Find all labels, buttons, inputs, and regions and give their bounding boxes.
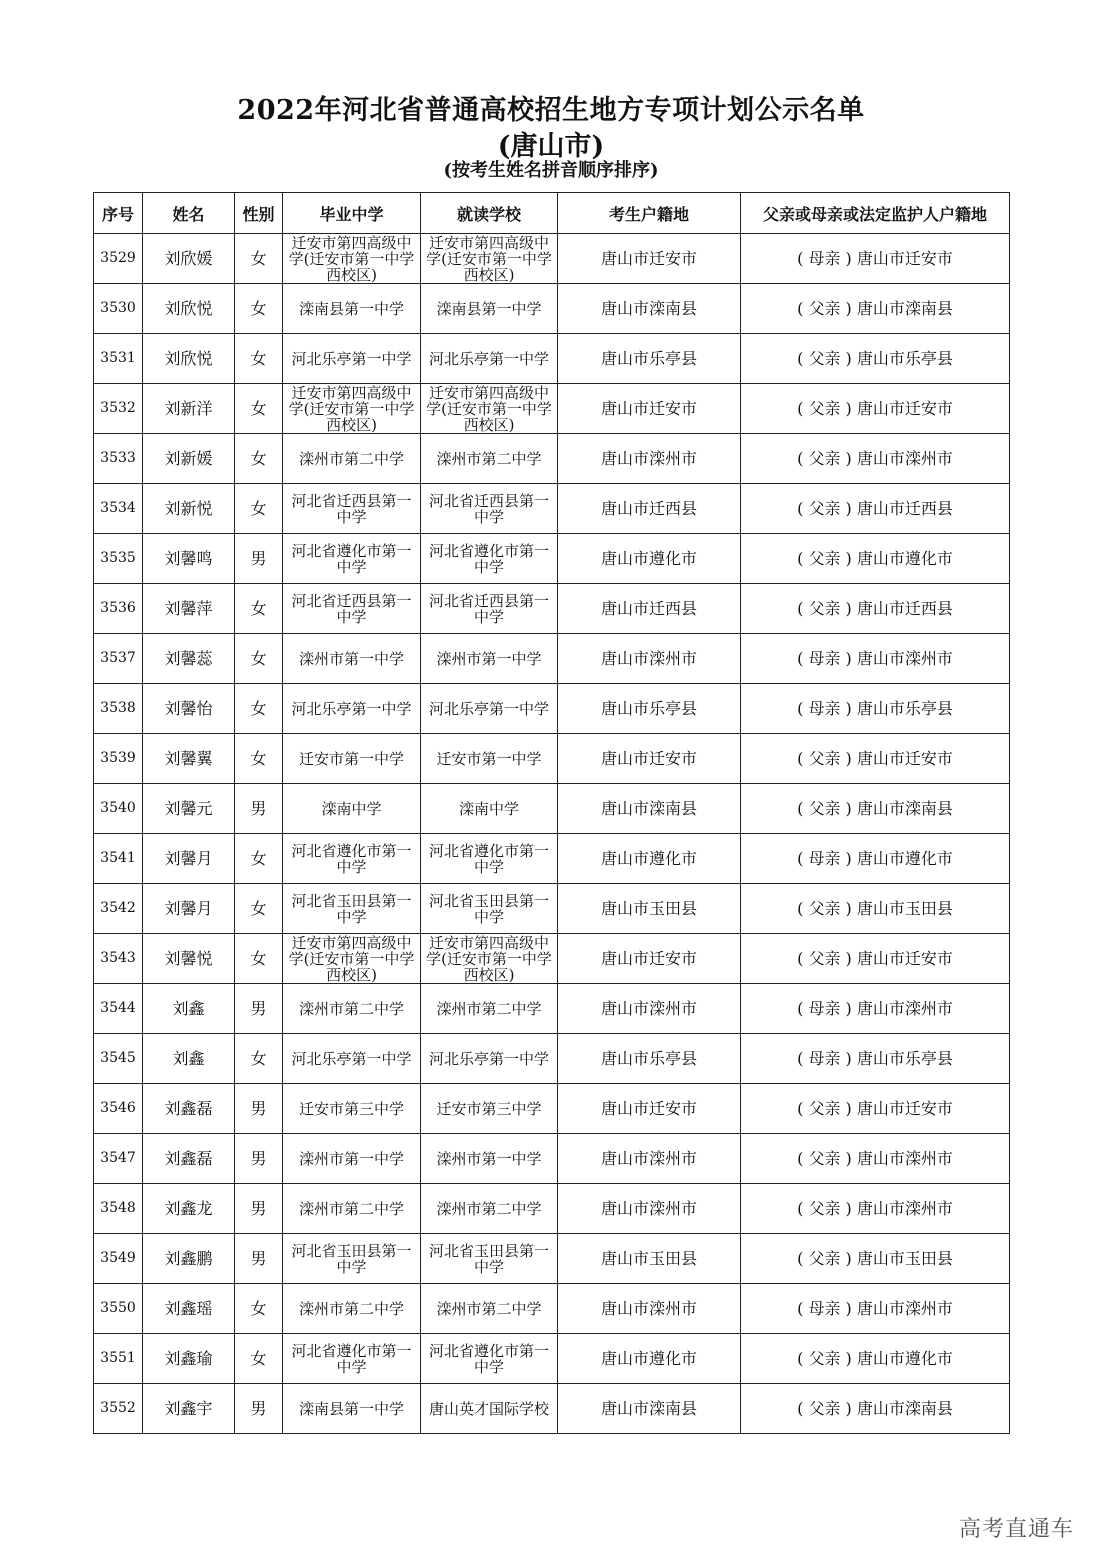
cell-graduation-school: 河北省遵化市第一中学 xyxy=(283,1334,421,1384)
cell-current-school: 河北乐亭第一中学 xyxy=(421,1034,558,1084)
table-header-row xyxy=(94,193,1010,234)
cell-current-school: 迁安市第四高级中学(迁安市第一中学西校区) xyxy=(421,384,558,434)
table-row xyxy=(94,734,1010,784)
cell-guardian-registration: ( 母亲 ) 唐山市滦州市 xyxy=(741,1284,1010,1334)
cell-gender: 女 xyxy=(235,1284,283,1334)
cell-household-registration: 唐山市滦州市 xyxy=(558,1284,741,1334)
cell-gender: 男 xyxy=(235,984,283,1034)
cell-graduation-school: 迁安市第四高级中学(迁安市第一中学西校区) xyxy=(283,234,421,284)
cell-graduation-school: 滦州市第二中学 xyxy=(283,1284,421,1334)
cell-household-registration: 唐山市乐亭县 xyxy=(558,684,741,734)
cell-name: 刘馨萍 xyxy=(143,584,235,634)
cell-graduation-school: 迁安市第一中学 xyxy=(283,734,421,784)
cell-guardian-registration: ( 父亲 ) 唐山市滦南县 xyxy=(741,284,1010,334)
cell-guardian-registration: ( 父亲 ) 唐山市玉田县 xyxy=(741,884,1010,934)
cell-name: 刘馨悦 xyxy=(143,934,235,984)
cell-graduation-school: 滦州市第二中学 xyxy=(283,1184,421,1234)
cell-current-school: 河北省玉田县第一中学 xyxy=(421,1234,558,1284)
cell-guardian-registration: ( 母亲 ) 唐山市滦州市 xyxy=(741,634,1010,684)
cell-graduation-school: 滦州市第二中学 xyxy=(283,434,421,484)
cell-guardian-registration: ( 母亲 ) 唐山市滦州市 xyxy=(741,984,1010,1034)
header-graduation-school: 毕业中学 xyxy=(283,193,421,234)
cell-guardian-registration: ( 父亲 ) 唐山市滦州市 xyxy=(741,434,1010,484)
cell-gender: 女 xyxy=(235,484,283,534)
table-row xyxy=(94,234,1010,284)
cell-current-school: 迁安市第四高级中学(迁安市第一中学西校区) xyxy=(421,934,558,984)
cell-graduation-school: 河北省玉田县第一中学 xyxy=(283,884,421,934)
cell-current-school: 滦南中学 xyxy=(421,784,558,834)
cell-seq: 3544 xyxy=(94,984,143,1034)
cell-household-registration: 唐山市迁安市 xyxy=(558,1084,741,1134)
cell-guardian-registration: ( 父亲 ) 唐山市滦州市 xyxy=(741,1184,1010,1234)
cell-guardian-registration: ( 父亲 ) 唐山市滦南县 xyxy=(741,784,1010,834)
cell-name: 刘馨蕊 xyxy=(143,634,235,684)
table-row xyxy=(94,1184,1010,1234)
cell-graduation-school: 河北乐亭第一中学 xyxy=(283,334,421,384)
cell-household-registration: 唐山市滦南县 xyxy=(558,1384,741,1434)
table-row xyxy=(94,1384,1010,1434)
cell-seq: 3546 xyxy=(94,1084,143,1134)
cell-guardian-registration: ( 父亲 ) 唐山市玉田县 xyxy=(741,1234,1010,1284)
watermark: 高考直通车 xyxy=(958,1517,1074,1542)
cell-guardian-registration: ( 父亲 ) 唐山市乐亭县 xyxy=(741,334,1010,384)
cell-graduation-school: 河北乐亭第一中学 xyxy=(283,1034,421,1084)
cell-name: 刘欣悦 xyxy=(143,284,235,334)
cell-household-registration: 唐山市滦南县 xyxy=(558,784,741,834)
cell-current-school: 滦州市第二中学 xyxy=(421,1284,558,1334)
cell-name: 刘鑫 xyxy=(143,984,235,1034)
document-subtitle-city: (唐山市) xyxy=(497,131,605,162)
table-row xyxy=(94,1084,1010,1134)
cell-household-registration: 唐山市滦州市 xyxy=(558,1184,741,1234)
cell-graduation-school: 滦南县第一中学 xyxy=(283,1384,421,1434)
cell-household-registration: 唐山市滦州市 xyxy=(558,1134,741,1184)
document-title: 2022年河北省普通高校招生地方专项计划公示名单 xyxy=(237,95,865,126)
cell-guardian-registration: ( 母亲 ) 唐山市遵化市 xyxy=(741,834,1010,884)
cell-graduation-school: 迁安市第三中学 xyxy=(283,1084,421,1134)
cell-household-registration: 唐山市滦州市 xyxy=(558,634,741,684)
table-row xyxy=(94,1284,1010,1334)
cell-gender: 男 xyxy=(235,1234,283,1284)
table-row xyxy=(94,334,1010,384)
cell-graduation-school: 河北省遵化市第一中学 xyxy=(283,534,421,584)
cell-household-registration: 唐山市滦南县 xyxy=(558,284,741,334)
cell-name: 刘鑫宇 xyxy=(143,1384,235,1434)
cell-name: 刘馨鸣 xyxy=(143,534,235,584)
cell-guardian-registration: ( 父亲 ) 唐山市迁安市 xyxy=(741,734,1010,784)
cell-seq: 3533 xyxy=(94,434,143,484)
cell-name: 刘欣媛 xyxy=(143,234,235,284)
cell-seq: 3548 xyxy=(94,1184,143,1234)
cell-seq: 3551 xyxy=(94,1334,143,1384)
cell-name: 刘馨元 xyxy=(143,784,235,834)
cell-graduation-school: 河北省遵化市第一中学 xyxy=(283,834,421,884)
header-seq: 序号 xyxy=(94,193,143,234)
table-row xyxy=(94,1234,1010,1284)
cell-seq: 3540 xyxy=(94,784,143,834)
table-row xyxy=(94,784,1010,834)
cell-household-registration: 唐山市遵化市 xyxy=(558,534,741,584)
header-household-registration: 考生户籍地 xyxy=(558,193,741,234)
cell-guardian-registration: ( 父亲 ) 唐山市迁安市 xyxy=(741,384,1010,434)
cell-current-school: 河北省遵化市第一中学 xyxy=(421,834,558,884)
cell-graduation-school: 滦州市第一中学 xyxy=(283,634,421,684)
cell-graduation-school: 滦南县第一中学 xyxy=(283,284,421,334)
cell-graduation-school: 河北省玉田县第一中学 xyxy=(283,1234,421,1284)
cell-current-school: 河北省遵化市第一中学 xyxy=(421,534,558,584)
cell-seq: 3550 xyxy=(94,1284,143,1334)
cell-current-school: 河北省迁西县第一中学 xyxy=(421,584,558,634)
cell-current-school: 唐山英才国际学校 xyxy=(421,1384,558,1434)
header-name: 姓名 xyxy=(143,193,235,234)
cell-gender: 男 xyxy=(235,1134,283,1184)
cell-gender: 女 xyxy=(235,1334,283,1384)
cell-current-school: 迁安市第三中学 xyxy=(421,1084,558,1134)
cell-graduation-school: 迁安市第四高级中学(迁安市第一中学西校区) xyxy=(283,384,421,434)
cell-current-school: 河北乐亭第一中学 xyxy=(421,684,558,734)
cell-current-school: 迁安市第四高级中学(迁安市第一中学西校区) xyxy=(421,234,558,284)
cell-household-registration: 唐山市迁安市 xyxy=(558,384,741,434)
cell-gender: 男 xyxy=(235,1184,283,1234)
cell-name: 刘鑫瑜 xyxy=(143,1334,235,1384)
cell-seq: 3539 xyxy=(94,734,143,784)
cell-name: 刘鑫磊 xyxy=(143,1134,235,1184)
cell-seq: 3536 xyxy=(94,584,143,634)
cell-household-registration: 唐山市迁西县 xyxy=(558,584,741,634)
cell-gender: 男 xyxy=(235,1384,283,1434)
cell-guardian-registration: ( 父亲 ) 唐山市迁安市 xyxy=(741,1084,1010,1134)
cell-gender: 女 xyxy=(235,234,283,284)
cell-household-registration: 唐山市迁安市 xyxy=(558,234,741,284)
cell-gender: 女 xyxy=(235,634,283,684)
table-row xyxy=(94,434,1010,484)
cell-seq: 3541 xyxy=(94,834,143,884)
cell-seq: 3549 xyxy=(94,1234,143,1284)
table-row xyxy=(94,834,1010,884)
cell-current-school: 滦州市第二中学 xyxy=(421,1184,558,1234)
cell-name: 刘馨怡 xyxy=(143,684,235,734)
cell-current-school: 迁安市第一中学 xyxy=(421,734,558,784)
cell-gender: 女 xyxy=(235,1034,283,1084)
header-guardian-registration: 父亲或母亲或法定监护人户籍地 xyxy=(741,193,1010,234)
cell-name: 刘新媛 xyxy=(143,434,235,484)
table-row xyxy=(94,284,1010,334)
cell-seq: 3531 xyxy=(94,334,143,384)
table-row xyxy=(94,884,1010,934)
table-row xyxy=(94,984,1010,1034)
table-row xyxy=(94,384,1010,434)
cell-graduation-school: 河北省迁西县第一中学 xyxy=(283,484,421,534)
cell-graduation-school: 迁安市第四高级中学(迁安市第一中学西校区) xyxy=(283,934,421,984)
cell-name: 刘馨月 xyxy=(143,884,235,934)
cell-household-registration: 唐山市遵化市 xyxy=(558,834,741,884)
cell-seq: 3532 xyxy=(94,384,143,434)
cell-household-registration: 唐山市遵化市 xyxy=(558,1334,741,1384)
cell-current-school: 滦州市第一中学 xyxy=(421,634,558,684)
admission-roster-table xyxy=(93,192,1010,1434)
document-sort-note: (按考生姓名拼音顺序排序) xyxy=(443,160,659,181)
cell-guardian-registration: ( 父亲 ) 唐山市滦州市 xyxy=(741,1134,1010,1184)
cell-current-school: 滦州市第一中学 xyxy=(421,1134,558,1184)
cell-seq: 3530 xyxy=(94,284,143,334)
header-gender: 性别 xyxy=(235,193,283,234)
cell-seq: 3535 xyxy=(94,534,143,584)
table-row xyxy=(94,684,1010,734)
table-row xyxy=(94,1034,1010,1084)
cell-current-school: 河北省玉田县第一中学 xyxy=(421,884,558,934)
cell-guardian-registration: ( 母亲 ) 唐山市乐亭县 xyxy=(741,1034,1010,1084)
cell-seq: 3545 xyxy=(94,1034,143,1084)
cell-household-registration: 唐山市迁安市 xyxy=(558,934,741,984)
cell-seq: 3542 xyxy=(94,884,143,934)
cell-gender: 女 xyxy=(235,334,283,384)
cell-current-school: 滦南县第一中学 xyxy=(421,284,558,334)
cell-name: 刘馨月 xyxy=(143,834,235,884)
table-body xyxy=(94,234,1010,1434)
cell-gender: 女 xyxy=(235,384,283,434)
cell-current-school: 滦州市第二中学 xyxy=(421,434,558,484)
cell-gender: 女 xyxy=(235,284,283,334)
cell-gender: 女 xyxy=(235,584,283,634)
cell-graduation-school: 滦州市第一中学 xyxy=(283,1134,421,1184)
cell-seq: 3547 xyxy=(94,1134,143,1184)
table-row xyxy=(94,634,1010,684)
cell-gender: 男 xyxy=(235,784,283,834)
cell-gender: 男 xyxy=(235,534,283,584)
cell-name: 刘新洋 xyxy=(143,384,235,434)
cell-guardian-registration: ( 父亲 ) 唐山市遵化市 xyxy=(741,1334,1010,1384)
cell-name: 刘新悦 xyxy=(143,484,235,534)
cell-name: 刘鑫鹏 xyxy=(143,1234,235,1284)
table-row xyxy=(94,1334,1010,1384)
cell-seq: 3529 xyxy=(94,234,143,284)
table-row xyxy=(94,484,1010,534)
cell-gender: 女 xyxy=(235,434,283,484)
cell-current-school: 河北省迁西县第一中学 xyxy=(421,484,558,534)
cell-name: 刘欣悦 xyxy=(143,334,235,384)
table-row xyxy=(94,934,1010,984)
cell-name: 刘鑫磊 xyxy=(143,1084,235,1134)
cell-guardian-registration: ( 父亲 ) 唐山市遵化市 xyxy=(741,534,1010,584)
cell-graduation-school: 滦南中学 xyxy=(283,784,421,834)
cell-graduation-school: 河北省迁西县第一中学 xyxy=(283,584,421,634)
cell-household-registration: 唐山市乐亭县 xyxy=(558,1034,741,1084)
table-row xyxy=(94,534,1010,584)
cell-gender: 男 xyxy=(235,1084,283,1134)
cell-current-school: 河北乐亭第一中学 xyxy=(421,334,558,384)
cell-gender: 女 xyxy=(235,834,283,884)
table-row xyxy=(94,1134,1010,1184)
cell-guardian-registration: ( 父亲 ) 唐山市迁西县 xyxy=(741,584,1010,634)
cell-gender: 女 xyxy=(235,734,283,784)
cell-household-registration: 唐山市玉田县 xyxy=(558,884,741,934)
cell-guardian-registration: ( 父亲 ) 唐山市迁西县 xyxy=(741,484,1010,534)
header-current-school: 就读学校 xyxy=(421,193,558,234)
cell-name: 刘鑫 xyxy=(143,1034,235,1084)
cell-graduation-school: 滦州市第二中学 xyxy=(283,984,421,1034)
cell-name: 刘馨翼 xyxy=(143,734,235,784)
cell-seq: 3538 xyxy=(94,684,143,734)
cell-household-registration: 唐山市迁安市 xyxy=(558,734,741,784)
table-row xyxy=(94,584,1010,634)
cell-guardian-registration: ( 母亲 ) 唐山市乐亭县 xyxy=(741,684,1010,734)
cell-graduation-school: 河北乐亭第一中学 xyxy=(283,684,421,734)
cell-current-school: 河北省遵化市第一中学 xyxy=(421,1334,558,1384)
cell-gender: 女 xyxy=(235,884,283,934)
cell-household-registration: 唐山市乐亭县 xyxy=(558,334,741,384)
cell-gender: 女 xyxy=(235,684,283,734)
cell-current-school: 滦州市第二中学 xyxy=(421,984,558,1034)
cell-seq: 3552 xyxy=(94,1384,143,1434)
cell-household-registration: 唐山市滦州市 xyxy=(558,984,741,1034)
cell-household-registration: 唐山市玉田县 xyxy=(558,1234,741,1284)
cell-seq: 3534 xyxy=(94,484,143,534)
cell-seq: 3543 xyxy=(94,934,143,984)
cell-household-registration: 唐山市迁西县 xyxy=(558,484,741,534)
cell-seq: 3537 xyxy=(94,634,143,684)
cell-name: 刘鑫龙 xyxy=(143,1184,235,1234)
cell-guardian-registration: ( 母亲 ) 唐山市迁安市 xyxy=(741,234,1010,284)
cell-guardian-registration: ( 父亲 ) 唐山市滦南县 xyxy=(741,1384,1010,1434)
cell-household-registration: 唐山市滦州市 xyxy=(558,434,741,484)
cell-name: 刘鑫瑶 xyxy=(143,1284,235,1334)
cell-guardian-registration: ( 父亲 ) 唐山市迁安市 xyxy=(741,934,1010,984)
cell-gender: 女 xyxy=(235,934,283,984)
